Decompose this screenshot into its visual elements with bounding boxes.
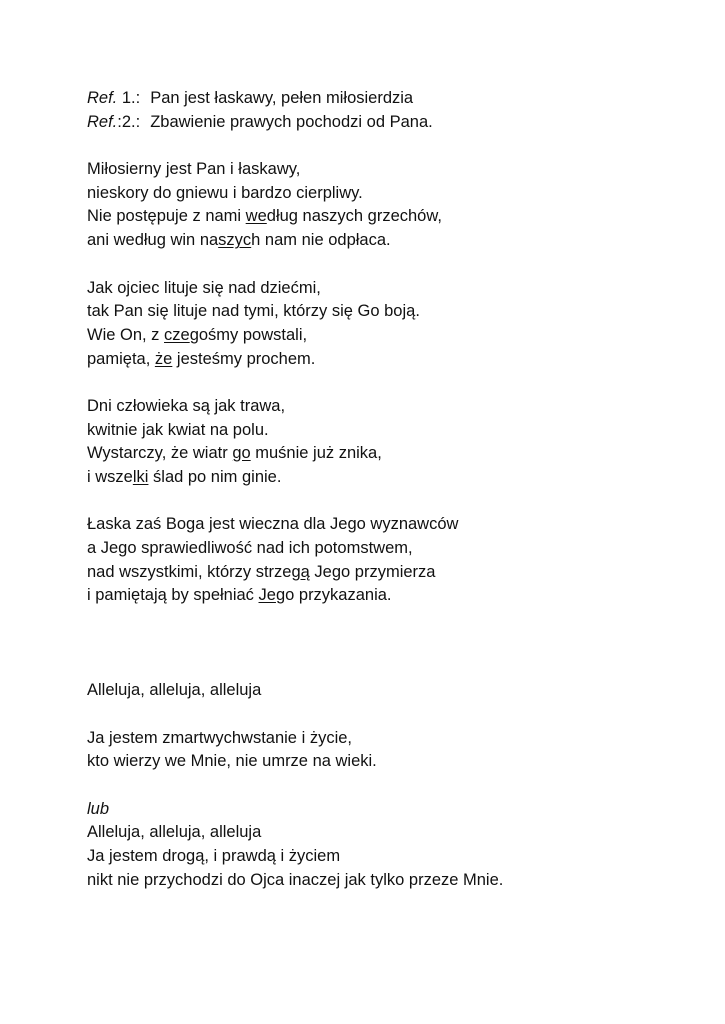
stanza-4 xyxy=(87,513,687,608)
text-segment: Łaska zaś Boga jest wieczna dla Jego wyznawców xyxy=(87,515,459,534)
stanza-2-line-4 xyxy=(87,348,687,372)
text-segment: Dni człowieka są jak trawa, xyxy=(87,396,286,415)
refrain-2-label-italic: Ref. xyxy=(87,112,118,131)
text-segment: tak Pan się lituje nad tymi, którzy się Go boją. xyxy=(87,302,420,321)
stanza-2 xyxy=(87,277,687,372)
refrain-2-label-number: :2.: xyxy=(117,112,141,131)
text-segment: ani według win na xyxy=(87,231,219,250)
stanza-4-line-1 xyxy=(87,513,687,537)
or-label-text: lub xyxy=(87,799,110,818)
stanza-2-line-1 xyxy=(87,277,687,301)
acclamation-verse-1-line-1: Ja jestem zmartwychwstanie i życie, xyxy=(87,728,352,747)
text-segment: Jak ojciec lituje się nad dziećmi, xyxy=(87,278,321,297)
text-segment: Wie On, z xyxy=(87,325,165,344)
text-segment: go przykazania. xyxy=(275,586,392,605)
underlined-segment: lki xyxy=(132,468,149,486)
underlined-segment: że xyxy=(154,349,173,368)
text-segment: pamięta, xyxy=(87,349,155,368)
alleluia-line-1: Alleluja, alleluja, alleluja xyxy=(87,681,262,700)
stanza-1-line-4 xyxy=(87,229,687,253)
stanza-1-line-2 xyxy=(87,182,687,206)
text-segment: gośmy powstali, xyxy=(189,325,308,344)
text-segment: i wsze xyxy=(87,468,133,486)
stanza-4-line-2 xyxy=(87,537,687,561)
text-segment: Wystarczy, że wiatr xyxy=(87,444,233,463)
refrain-1-label-number: 1.: xyxy=(117,89,141,107)
stanza-1-line-3 xyxy=(87,205,687,229)
text-segment: kwitnie jak kwiat na polu. xyxy=(87,420,269,439)
underlined-segment: go xyxy=(232,444,251,463)
text-segment: dług naszych grzechów, xyxy=(266,207,442,226)
text-segment: nieskory do gniewu i bardzo cierpliwy. xyxy=(87,183,363,202)
text-segment: i pamiętają by spełniać xyxy=(87,586,259,605)
refrain-1-text: Pan jest łaskawy, pełen miłosierdzia xyxy=(150,89,414,107)
alleluia-line-2: Alleluja, alleluja, alleluja xyxy=(87,823,262,842)
text-segment: ślad po nim ginie. xyxy=(148,468,282,486)
acclamation-verse-2-line-2: nikt nie przychodzi do Ojca inaczej jak tylko przeze Mnie. xyxy=(87,870,504,889)
document-page xyxy=(87,87,687,892)
stanza-3-line-3 xyxy=(87,442,687,466)
stanza-3-line-2 xyxy=(87,419,687,443)
stanza-3 xyxy=(87,395,687,490)
text-segment: Jego przymierza xyxy=(309,562,436,581)
underlined-segment: gą xyxy=(291,562,310,581)
acclamation-verse-1-line-2: kto wierzy we Mnie, nie umrze na wieki. xyxy=(87,752,377,771)
text-segment: h nam nie odpłaca. xyxy=(251,231,391,250)
underlined-segment: Je xyxy=(258,586,276,605)
underlined-segment: szyc xyxy=(218,231,252,250)
stanza-4-line-3 xyxy=(87,561,687,585)
stanza-2-line-3 xyxy=(87,324,687,348)
text-segment: Nie postępuje z nami xyxy=(87,207,246,226)
stanza-1 xyxy=(87,158,687,253)
refrain-2-text: Zbawienie prawych pochodzi od Pana. xyxy=(150,112,433,131)
text-segment: muśnie już znika, xyxy=(250,444,382,463)
stanza-3-line-4 xyxy=(87,466,687,490)
stanza-1-line-1 xyxy=(87,158,687,182)
psalm-stanzas xyxy=(87,158,687,608)
or-label xyxy=(87,798,687,822)
text-segment: nad wszystkimi, którzy strze xyxy=(87,562,292,581)
gospel-acclamation xyxy=(87,679,687,892)
acclamation-verse-2-line-1: Ja jestem drogą, i prawdą i życiem xyxy=(87,846,341,865)
stanza-4-line-4 xyxy=(87,584,687,608)
underlined-segment: we xyxy=(245,207,267,226)
text-segment: a Jego sprawiedliwość nad ich potomstwem, xyxy=(87,539,413,558)
text-segment: jesteśmy prochem. xyxy=(172,349,316,368)
refrain-1-label-italic: Ref. xyxy=(87,89,118,107)
refrain-2 xyxy=(87,111,687,135)
refrain-1 xyxy=(87,87,687,111)
text-segment: Miłosierny jest Pan i łaskawy, xyxy=(87,160,301,179)
underlined-segment: cze xyxy=(164,325,190,344)
stanza-2-line-2 xyxy=(87,300,687,324)
stanza-3-line-1 xyxy=(87,395,687,419)
refrain-block xyxy=(87,87,687,134)
